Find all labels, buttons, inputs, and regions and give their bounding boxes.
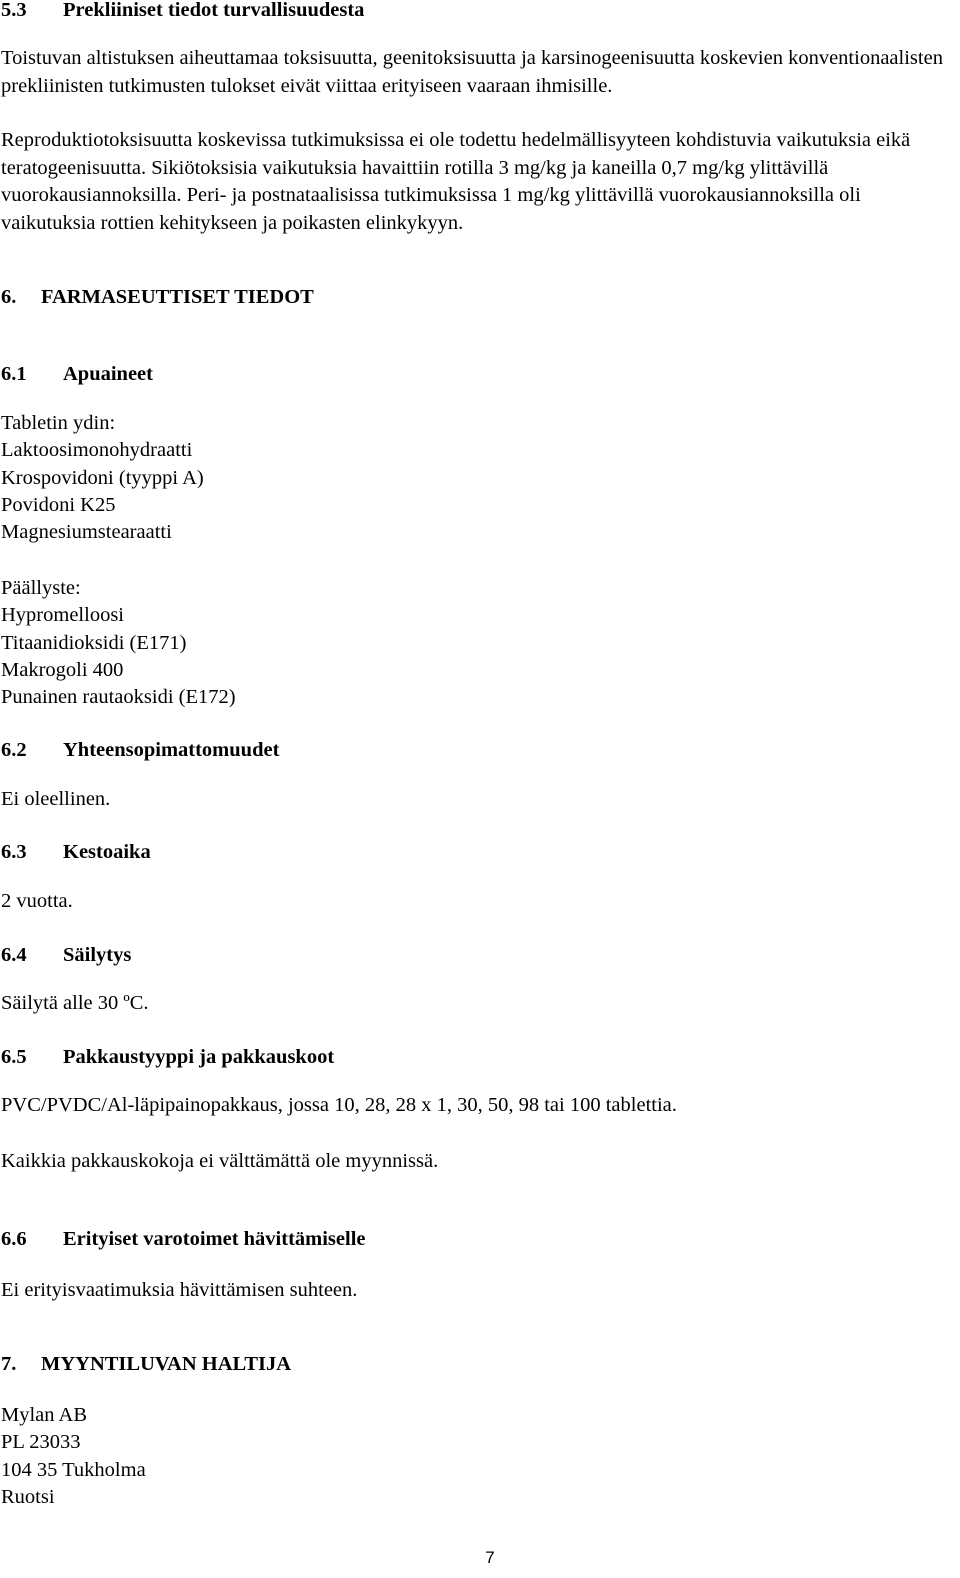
disposal-text: Ei erityisvaatimuksia hävittämisen suhteen.: [1, 1279, 358, 1301]
package-availability-text: Kaikkia pakkauskokoja ei välttämättä ole myynnissä.: [1, 1150, 439, 1172]
address-line: Ruotsi: [1, 1485, 55, 1508]
address-line: 104 35 Tukholma: [1, 1458, 146, 1481]
section-heading-5-3: [1, 0, 956, 25]
excipients-coating-list: [1, 575, 956, 711]
section-title: Säilytys: [63, 944, 132, 966]
core-label: Tabletin ydin:: [1, 412, 116, 434]
section-heading-6-3: [1, 839, 956, 867]
address-line: PL 23033: [1, 1431, 81, 1454]
section-title: Apuaineet: [63, 363, 153, 385]
list-item: Povidoni K25: [1, 493, 116, 516]
marketing-holder-address: [1, 1402, 956, 1511]
section-title: FARMASEUTTISET TIEDOT: [41, 286, 314, 308]
list-item: Hypromelloosi: [1, 604, 124, 627]
list-item: Laktoosimonohydraatti: [1, 439, 193, 462]
section-number: 7.: [1, 1353, 17, 1375]
paragraph-preclinical-2: Reproduktiotoksisuutta koskevissa tutkimuksissa ei ole todettu hedelmällisyyteen kohdistuvia vaikutuksia eikä teratogeenisuutta. Sikiötoksisia vaikutuksia havaittiin rotilla 3 mg/kg ja kaneilla 0,7 mg/kg ylittävillä vuorokausiannoksilla. Peri- ja postnataalisissa tutkimuksissa 1 mg/kg ylittävillä vuorokausiannoksilla oli vaikutuksia rottien kehitykseen ja poikasten elinkykyyn.: [1, 129, 911, 234]
excipients-core-list: [1, 410, 956, 546]
section-number: 5.3: [1, 0, 27, 21]
section-heading-6-2: [1, 737, 956, 765]
section-title: Erityiset varotoimet hävittämiselle: [63, 1228, 366, 1250]
package-text: PVC/PVDC/Al-läpipainopakkaus, jossa 10, 28, 28 x 1, 30, 50, 98 tai 100 tablettia.: [1, 1094, 677, 1116]
page-number: 7: [485, 1548, 495, 1567]
shelf-life-text: 2 vuotta.: [1, 890, 73, 912]
paragraph-preclinical-1: Toistuvan altistuksen aiheuttamaa toksisuutta, geenitoksisuutta ja karsinogeenisuutta koskevien konventionaalisten prekliinisten tutkimusten tulokset eivät viittaa erityiseen vaaraan ihmisille.: [1, 47, 943, 97]
list-item: Krospovidoni (tyyppi A): [1, 466, 204, 489]
list-item: Punainen rautaoksidi (E172): [1, 686, 236, 709]
section-heading-6: [1, 284, 956, 312]
section-heading-7: [1, 1351, 956, 1379]
section-number: 6.2: [1, 739, 27, 761]
list-item: Magnesiumstearaatti: [1, 521, 172, 544]
section-title: Prekliiniset tiedot turvallisuudesta: [63, 0, 365, 21]
section-title: Pakkaustyyppi ja pakkauskoot: [63, 1046, 335, 1068]
storage-text: Säilytä alle 30 ºC.: [1, 992, 149, 1014]
section-number: 6.3: [1, 841, 27, 863]
address-line: Mylan AB: [1, 1404, 87, 1426]
section-number: 6.5: [1, 1046, 27, 1068]
section-heading-6-1: [1, 361, 956, 389]
section-number: 6.1: [1, 363, 27, 385]
section-title: Yhteensopimattomuudet: [63, 739, 280, 761]
incompatibilities-text: Ei oleellinen.: [1, 788, 111, 810]
section-heading-6-6: [1, 1226, 956, 1254]
section-heading-6-5: [1, 1044, 956, 1072]
section-heading-6-4: [1, 942, 956, 970]
section-title: MYYNTILUVAN HALTIJA: [41, 1353, 292, 1375]
section-title: Kestoaika: [63, 841, 151, 863]
section-number: 6.4: [1, 944, 27, 966]
section-number: 6.: [1, 286, 17, 308]
list-item: Titaanidioksidi (E171): [1, 631, 187, 654]
list-item: Makrogoli 400: [1, 658, 124, 681]
section-number: 6.6: [1, 1228, 27, 1250]
coating-label: Päällyste:: [1, 577, 81, 599]
